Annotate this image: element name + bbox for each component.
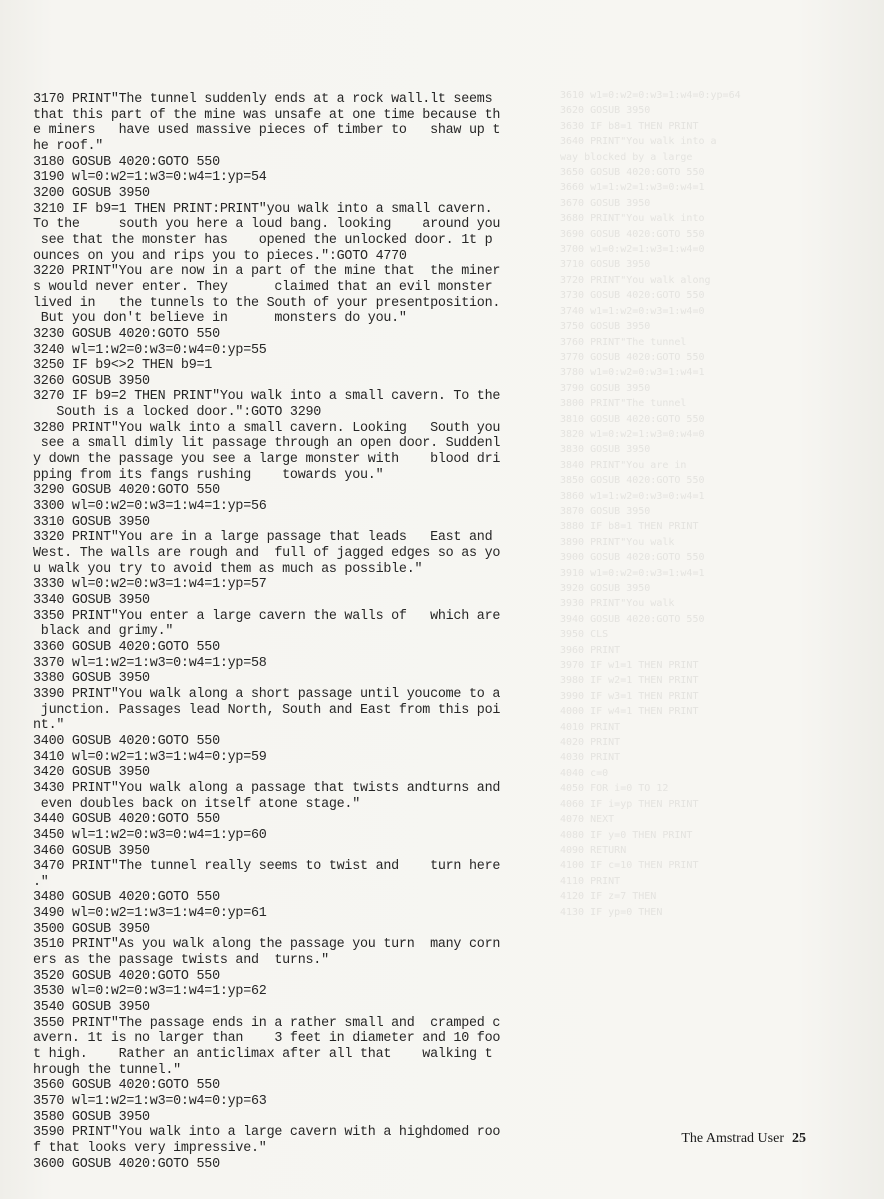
code-line: 3300 wl=0:w2=0:w3=1:w4=1:yp=56 [33,499,267,515]
code-line: 3340 GOSUB 3950 [33,593,150,608]
code-line: 3350 PRINT"You enter a large cavern the walls of which are [33,608,501,624]
code-line: avern. 1t is no larger than 3 feet in diameter and 10 foo [33,1031,501,1047]
code-line: nt." [33,718,65,734]
code-line: 3470 PRINT"The tunnel really seems to twist and turn here [33,859,501,875]
code-line: 3570 wl=1:w2=1:w3=0:w4=0:yp=63 [33,1094,267,1109]
code-line: 3530 wl=0:w2=0:w3=1:w4=1:yp=62 [33,984,267,1000]
code-line: 3590 PRINT"You walk into a large cavern with a highdomed roo [33,1125,501,1141]
code-line: West. The walls are rough and full of jagged edges so as yo [33,546,501,562]
publication-name: The Amstrad User [681,1131,784,1146]
code-line: 3510 PRINT"As you walk along the passage you turn many corn [33,937,501,953]
code-line: 3310 GOSUB 3950 [33,514,150,530]
code-line: South is a locked door.":GOTO 3290 [33,405,322,421]
code-line: 3580 GOSUB 3950 [33,1109,150,1125]
code-line: 3270 IF b9=2 THEN PRINT"You walk into a small cavern. To the [33,389,501,405]
code-line: even doubles back on itself atone stage." [33,796,360,812]
code-line: 3440 GOSUB 4020:GOTO 550 [33,812,220,828]
code-line: pping from its fangs rushing towards you." [33,467,384,483]
code-line: 3390 PRINT"You walk along a short passage until youcome to a [33,686,501,702]
code-line: ." [33,874,49,890]
code-line: see a small dimly lit passage through an open door. Suddenl [33,436,501,452]
code-line: 3280 PRINT"You walk into a small cavern. Looking South you [33,420,501,436]
code-line: 3290 GOSUB 4020:GOTO 550 [33,483,220,499]
code-line: 3450 wl=1:w2=0:w3=0:w4=1:yp=60 [33,827,267,843]
code-line: 3480 GOSUB 4020:GOTO 550 [33,890,220,906]
code-line: 3210 IF b9=1 THEN PRINT:PRINT"you walk into a small cavern. [33,201,493,217]
page-footer [681,1131,806,1147]
basic-program-listing [33,92,568,1172]
code-line: ers as the passage twists and turns." [33,953,329,969]
code-line: that this part of the mine was unsafe at one time because th [33,107,501,123]
code-line: 3410 wl=0:w2=1:w3=1:w4=0:yp=59 [33,749,267,765]
show-through-text: 3610 w1=0:w2=0:w3=1:w4=0:yp=64 3620 GOSUB 3950 3630 IF b8=1 THEN PRINT 3640 PRINT"You walk into a way blocked by a large 3650 GOSUB 4020:GOTO 550 3660 w1=1:w2=1:w3=0:w4=1 3670 GOSUB 3950 3680 PRINT"You walk into 3690 GOSUB 4020:GOTO 550 3700 w1=0:w2=1:w3=1:w4=0 3710 GOSUB 3950 3720 PRINT"You walk along 3730 GOSUB 4020:GOTO 550 3740 w1=1:w2=0:w3=1:w4=0 3750 GOSUB 3950 3760 PRINT"The tunnel 3770 GOSUB 4020:GOTO 550 3780 w1=0:w2=0:w3=1:w4=1 3790 GOSUB 3950 3800 PRINT"The tunnel 3810 GOSUB 4020:GOTO 550 3820 w1=0:w2=1:w3=0:w4=0 3830 GOSUB 3950 3840 PRINT"You are in 3850 GOSUB 4020:GOTO 550 3860 w1=1:w2=0:w3=0:w4=1 3870 GOSUB 3950 3880 IF b8=1 THEN PRINT 3890 PRINT"You walk 3900 GOSUB 4020:GOTO 550 3910 w1=0:w2=0:w3=1:w4=1 3920 GOSUB 3950 3930 PRINT"You walk 3940 GOSUB 4020:GOTO 550 3950 CLS 3960 PRINT 3970 IF w1=1 THEN PRINT 3980 IF w2=1 THEN PRINT 3990 IF w3=1 THEN PRINT 4000 IF w4=1 THEN PRINT 4010 PRINT 4020 PRINT 4030 PRINT 4040 c=0 4050 FOR i=0 TO 12 4060 IF i=yp THEN PRINT 4070 NEXT 4080 IF y=0 THEN PRINT 4090 RETURN 4100 IF c=10 THEN PRINT 4110 PRINT 4120 IF z=7 THEN 4130 IF yp=0 THEN [560,90,741,918]
code-line: To the south you here a loud bang. looking around you [33,217,501,233]
code-line: 3200 GOSUB 3950 [33,185,150,201]
code-line: 3430 PRINT"You walk along a passage that twists andturns and [33,780,501,796]
code-line: 3600 GOSUB 4020:GOTO 550 [33,1156,220,1172]
code-line: 3520 GOSUB 4020:GOTO 550 [33,968,220,984]
code-line: 3560 GOSUB 4020:GOTO 550 [33,1078,220,1094]
code-line: 3320 PRINT"You are in a large passage that leads East and [33,530,493,546]
code-line: 3330 wl=0:w2=0:w3=1:w4=1:yp=57 [33,577,267,593]
code-line: 3250 IF b9<>2 THEN b9=1 [33,358,213,374]
code-line: 3230 GOSUB 4020:GOTO 550 [33,326,220,342]
code-line: ounces on you and rips you to pieces.":GOTO 4770 [33,248,407,264]
code-line: 3460 GOSUB 3950 [33,843,150,859]
code-line: black and grimy." [33,624,174,640]
code-line: 3360 GOSUB 4020:GOTO 550 [33,639,220,655]
code-line: u walk you try to avoid them as much as possible." [33,561,423,577]
code-line: 3260 GOSUB 3950 [33,373,150,389]
code-line: 3540 GOSUB 3950 [33,1000,150,1016]
code-line: lived in the tunnels to the South of your presentposition. [33,295,501,311]
code-line: f that looks very impressive." [33,1140,267,1156]
code-line: 3490 wl=0:w2=1:w3=1:w4=0:yp=61 [33,906,267,922]
code-line: e miners have used massive pieces of timber to shaw up t [33,123,501,139]
code-line: 3420 GOSUB 3950 [33,765,150,781]
code-line: 3400 GOSUB 4020:GOTO 550 [33,733,220,749]
code-line: 3220 PRINT"You are now in a part of the mine that the miner [33,264,501,280]
page-number: 25 [792,1131,806,1146]
code-line: 3180 GOSUB 4020:GOTO 550 [33,154,220,170]
code-line: y down the passage you see a large monster with blood dri [33,452,501,468]
code-line: But you don't believe in monsters do you." [33,311,407,327]
code-line: s would never enter. They claimed that an evil monster [33,279,493,295]
code-line: 3190 wl=0:w2=1:w3=0:w4=1:yp=54 [33,170,267,186]
code-line: junction. Passages lead North, South and East from this poi [33,702,501,718]
code-line: hrough the tunnel." [33,1062,181,1078]
code-line: 3370 wl=1:w2=1:w3=0:w4=1:yp=58 [33,655,267,671]
code-line: 3500 GOSUB 3950 [33,921,150,937]
code-line: see that the monster has opened the unlocked door. 1t p [33,232,493,248]
code-line: 3170 PRINT"The tunnel suddenly ends at a rock wall.lt seems [33,92,493,107]
code-line: t high. Rather an anticlimax after all that walking t [33,1047,493,1063]
code-line: 3380 GOSUB 3950 [33,671,150,687]
code-line: 3240 wl=1:w2=0:w3=0:w4=0:yp=55 [33,342,267,358]
code-line: he roof." [33,138,104,154]
code-line: 3550 PRINT"The passage ends in a rather small and cramped c [33,1015,501,1031]
